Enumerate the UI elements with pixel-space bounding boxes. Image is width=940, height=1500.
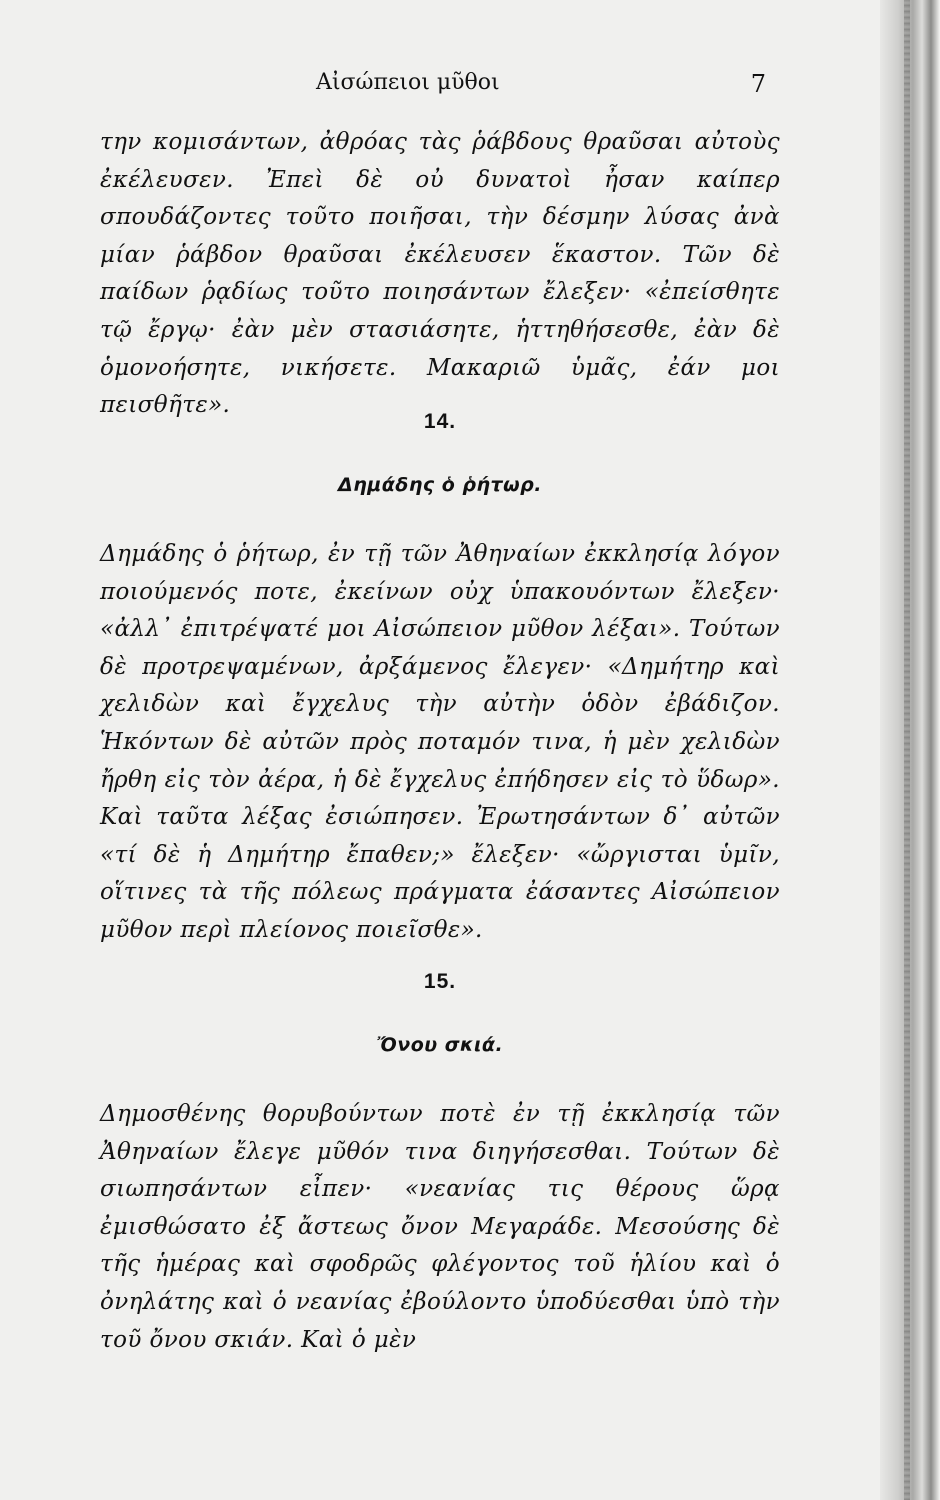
fable-14-title: Δημάδης ὁ ῥήτωρ. <box>338 474 542 496</box>
page-edge-shadow <box>880 0 940 1500</box>
fable-14-number: 14. <box>423 410 457 433</box>
page-header <box>100 70 780 106</box>
fable-13-continuation-text: την κομισάντων, ἀθρόας τὰς ῥάβδους θραῦσαι αὐτοὺς ἐκέλευσεν. Ἐπεὶ δὲ οὐ δυνατοὶ ἦσαν καίπερ σπουδάζοντες τοῦτο ποιῆσαι, τὴν δέσμην λύσας ἀνὰ μίαν ῥάβδον θραῦσαι ἐκέλευσεν ἕκαστον. Τῶν δὲ παίδων ῥᾳδίως τοῦτο ποιησάντων ἔλεξεν· «ἐπείσθητε τῷ ἔργῳ· ἐὰν μὲν στασιάσητε, ἡττηθήσεσθε, ἐὰν δὲ ὁμονοήσητε, νικήσετε. Μακαριῶ ὑμᾶς, ἐάν μοι πεισθῆτε». <box>100 129 780 419</box>
fable-15-number: 15. <box>423 970 457 993</box>
page-number: 7 <box>750 70 766 98</box>
fable-14-text: Δημάδης ὁ ῥήτωρ, ἐν τῇ τῶν Ἀθηναίων ἐκκλησίᾳ λόγον ποιούμενός ποτε, ἐκείνων οὐχ ὑπακουόντων ἔλεξεν· «ἀλλ᾿ ἐπιτρέψατέ μοι Αἰσώπειον μῦθον λέξαι». Τούτων δὲ προτρεψαμένων, ἀρξάμενος ἔλεγεν· «Δημήτηρ καὶ χελιδὼν καὶ ἔγχελυς τὴν αὐτὴν ὁδὸν ἐβάδιζον. Ἡκόντων δὲ αὐτῶν πρὸς ποταμόν τινα, ἡ μὲν χελιδὼν ἤρθη εἰς τὸν ἀέρα, ἡ δὲ ἔγχελυς ἐπήδησεν εἰς τὸ ὕδωρ». Καὶ ταῦτα λέξας ἐσιώπησεν. Ἐρωτησάντων δ᾿ αὐτῶν «τί δὲ ἡ Δημήτηρ ἔπαθεν;» ἔλεξεν· «ὤργισται ὑμῖν, οἵτινες τὰ τῆς πόλεως πράγματα ἐάσαντες Αἰσώπειον μῦθον περὶ πλείονος ποιεῖσθε». <box>100 541 780 943</box>
fable-15-text: Δημοσθένης θορυβούντων ποτὲ ἐν τῇ ἐκκλησίᾳ τῶν Ἀθηναίων ἔλεγε μῦθόν τινα διηγήσεσθαι. Τούτων δὲ σιωπησάντων εἶπεν· «νεανίας τις θέρους ὥρᾳ ἐμισθώσατο ἐξ ἄστεως ὄνον Μεγαράδε. Μεσούσης δὲ τῆς ἡμέρας καὶ σφοδρῶς φλέγοντος τοῦ ἡλίου καὶ ὁ ὀνηλάτης καὶ ὁ νεανίας ἐβούλοντο ὑποδύεσθαι ὑπὸ τὴν τοῦ ὄνου σκιάν. Καὶ ὁ μὲν <box>100 1101 780 1353</box>
fable-15-title: Ὄνου σκιά. <box>376 1034 504 1056</box>
running-title: Αἰσώπειοι μῦθοι <box>316 70 500 95</box>
